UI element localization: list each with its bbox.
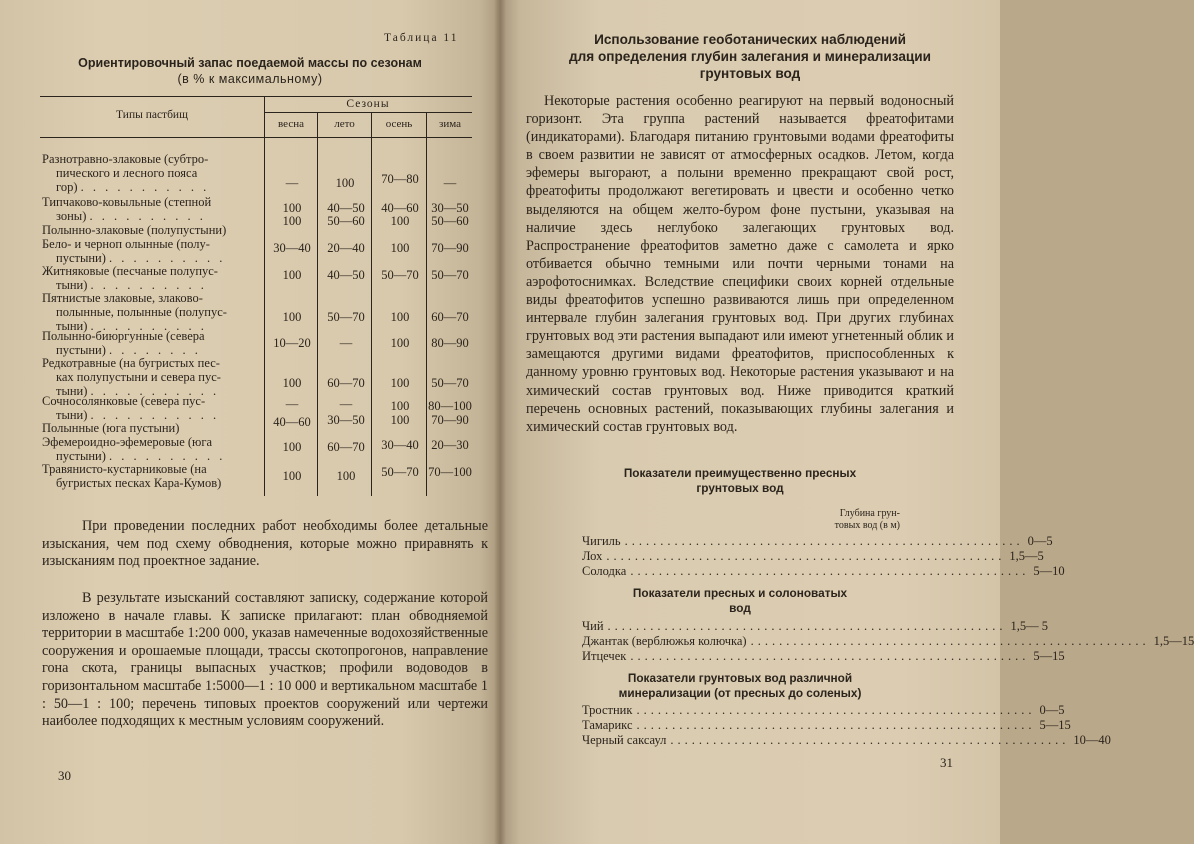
table-cell: 40—60 — [273, 415, 311, 429]
table-cell: 40—50 — [327, 268, 365, 282]
table-cell: 100 — [282, 214, 302, 228]
row-label-line: Бело- и черноп олынные (полу- — [42, 237, 210, 251]
table-cell: 70—80 — [381, 172, 419, 186]
plant-name: Чигиль — [582, 534, 621, 548]
row-label-8 — [42, 356, 264, 398]
summer-autumn-divider — [371, 113, 372, 496]
table-cell: 100 — [282, 310, 302, 324]
table-header-bottom-rule — [40, 137, 472, 138]
indicator-list-3 — [582, 703, 1111, 749]
row-label-line: зоны) . . . . . . . . . . — [56, 209, 206, 223]
table-cell: 50—70 — [381, 268, 419, 282]
table-cell: 100 — [390, 336, 410, 350]
indicator-list-2 — [582, 619, 1194, 665]
table-cell: 100 — [335, 176, 355, 190]
table-cell: 100 — [282, 376, 302, 390]
autumn-winter-divider — [426, 113, 427, 496]
table-cell: 100 — [390, 214, 410, 228]
row-label-text: тыни) — [56, 319, 88, 333]
season-header-rule — [264, 112, 472, 113]
table-cell: 100 — [282, 440, 302, 454]
types-header: Типы пастбищ — [116, 109, 188, 121]
seasons-header: Сезоны — [346, 98, 390, 110]
row-label-text: тыни) — [56, 408, 88, 422]
row-label-text: гор) — [56, 180, 78, 194]
col-header-autumn: осень — [385, 118, 413, 130]
row-label-text: пустыни) — [56, 449, 106, 463]
book-gutter — [494, 0, 506, 844]
list-item: Чигиль ........................................................ 0—5 — [582, 534, 1053, 548]
row-label-line: Травянисто-кустарниковые (на — [42, 462, 207, 476]
row-label-4 — [42, 237, 264, 265]
table-cell: 70—100 — [428, 465, 472, 479]
table-cell: — — [339, 397, 353, 411]
plant-name: Солодка — [582, 564, 627, 579]
row-label-12 — [42, 462, 264, 490]
table-cell: 30—40 — [273, 241, 311, 255]
indicator-list-1 — [582, 534, 1065, 580]
table-cell: 30—40 — [381, 438, 419, 452]
row-label-11 — [42, 435, 264, 463]
table-title: Ориентировочный запас поедаемой массы по сезонам — [78, 56, 422, 70]
plant-name: Тростник — [582, 703, 633, 717]
page-number-left: 30 — [58, 768, 71, 783]
row-label-2 — [42, 195, 264, 223]
table-cell: 100 — [336, 469, 356, 483]
row-label-line: пустыни) . . . . . . . . . . — [56, 251, 226, 265]
row-label-line: тыни) . . . . . . . . . . . — [56, 384, 220, 398]
table-cell: 100 — [390, 310, 410, 324]
col-header-summer: лето — [334, 118, 355, 130]
column-header-line: Глубина грун- — [839, 508, 900, 519]
table-cell: 50—60 — [327, 214, 365, 228]
main-paragraph: Некоторые растения особенно реагируют на первый водоносный горизонт. Эта группа растений называется фреатофитами (индикаторами). Благодаря питанию грунтовыми водами фреатофиты в своем развитии не зависят от атмосферных осадков. Летом, когда эфемеры выгорают, а полыни временно прекращают свой рост, фреатофиты продолжают вегетировать и цвести и особенно четко выделяются на общем желто-буром фоне пустыни, указывая на наличие здесь неглубоко залегающих грунтовых вод. Распространение фреатофитов заметно даже с самолета и ярко отбивается обычно темными или почти черными тонами на аэрофотоснимках. Вследствие специфики своих корней отдельные виды фреатофитов успешно развиваются лишь при определенном интервале глубин залегания грунтовых вод. При других глубинах грунтовых вод эти растения выпадают или имеют угнетенный облик и замещаются другими видами фреатофитов, приспособленных к данному уровню грунтовых вод. Некоторые растения указывают и на химический состав грунтовых вод. Ниже приводится краткий перечень основных растений, показывающих глубины залегания и химический состав грунтовых вод. — [526, 93, 954, 435]
indicator-section-3-title — [570, 671, 910, 701]
depth-value: 10—40 — [1073, 733, 1111, 748]
col-header-winter: зима — [439, 118, 461, 130]
plant-name: Тамарикс — [582, 718, 633, 733]
table-cell: 30—50 — [327, 413, 365, 427]
table-cell: 70—90 — [431, 413, 469, 427]
table-number: Таблица 11 — [384, 32, 459, 44]
section-title-line: минерализации (от пресных до соленых) — [618, 686, 862, 700]
table-cell: 100 — [282, 469, 302, 483]
row-label-line: Редкотравные (на бугристых пес- — [42, 356, 220, 370]
row-label-line: полынные, полынные (полупус- — [56, 305, 227, 319]
row-label-line: Пятнистые злаковые, злаково- — [42, 291, 203, 305]
table-cell: 20—40 — [327, 241, 365, 255]
list-item: Лох ........................................................ 1,5—5 — [582, 549, 1044, 564]
paragraph-2: В результате изысканий составляют записку, содержание которой изложено в начале главы. К записке прилагают: план обводняемой территории в масштабе 1:200 000, указав намеченные водохозяйственные сооружения и орошаемые площади, трассы скотопрогонов, направление гона скота, границы выпасных участков; профили водоводов в горизонтальном масштабе 1:5000—1 : 10 000 и вертикальном масштабе 1 : 50—1 : 100; перечень типовых проектов сооружений или чертежи наиболее подходящих к местным условиям сооружений. — [42, 590, 488, 730]
table-cell: 50—70 — [327, 310, 365, 324]
row-label-line: пустыни) . . . . . . . . — [56, 343, 201, 357]
row-label-9 — [42, 394, 264, 422]
row-label-5 — [42, 264, 264, 292]
table-cell: 50—70 — [431, 268, 469, 282]
row-label-line: бугристых песках Кара-Кумов) — [56, 476, 222, 490]
table-cell: — — [339, 336, 353, 350]
list-item: Чий ........................................................ 1,5— 5 — [582, 619, 1049, 633]
table-cell: 10—20 — [273, 336, 311, 350]
table-cell: 100 — [282, 268, 302, 282]
row-label-text: тыни) — [56, 278, 88, 292]
plant-name: Джантак (верблюжья колючка) — [582, 634, 747, 649]
plant-name: Итцечек — [582, 649, 627, 664]
heading-line: для определения глубин залегания и минерализации — [569, 49, 931, 64]
spring-summer-divider — [317, 113, 318, 496]
row-label-line: Полынно-биюргунные (севера — [42, 329, 205, 343]
table-cell: 100 — [390, 399, 410, 413]
types-column-divider — [264, 96, 265, 496]
table-cell: — — [285, 176, 299, 190]
row-label-line: тыни) . . . . . . . . . . . — [56, 408, 220, 422]
column-header-line: товых вод (в м) — [834, 520, 900, 531]
table-cell: 60—70 — [327, 376, 365, 390]
indicator-section-1-title — [570, 466, 910, 496]
heading-line: Использование геоботанических наблюдений — [594, 32, 906, 47]
section-title-line: Показатели грунтовых вод различной — [627, 671, 853, 685]
depth-value: 5—15 — [1039, 718, 1071, 733]
section-heading — [520, 31, 980, 82]
table-cell: 100 — [390, 413, 410, 427]
heading-line: грунтовых вод — [699, 66, 801, 81]
row-label-line: пического и лесного пояса — [56, 166, 198, 180]
table-cell: 40—60 — [381, 201, 419, 215]
table-cell: 80—90 — [431, 336, 469, 350]
table-cell: 60—70 — [431, 310, 469, 324]
depth-value: 0—5 — [1039, 703, 1065, 717]
table-cell: 80—100 — [428, 399, 472, 413]
list-item: Солодка ........................................................ 5—10 — [582, 564, 1065, 579]
row-label-text: зоны) — [56, 209, 87, 223]
row-label-line: гор) . . . . . . . . . . . — [56, 180, 210, 194]
table-cell: 40—50 — [327, 201, 365, 215]
row-label-line: Житняковые (песчаные полупус- — [42, 264, 218, 278]
row-label-text: пустыни) — [56, 343, 106, 357]
depth-value: 5—15 — [1033, 649, 1065, 664]
row-label-1 — [42, 152, 264, 194]
table-cell: 50—60 — [431, 214, 469, 228]
depth-column-header — [760, 508, 900, 532]
plant-name: Чий — [582, 619, 604, 633]
row-label-line: Сочносолянковые (севера пус- — [42, 394, 206, 408]
row-label-line: тыни) . . . . . . . . . . — [56, 278, 207, 292]
paragraph-1: При проведении последних работ необходимы более детальные изыскания, чем под схему обводнения, которые можно приравнять к изысканиям под проектное задание. — [42, 518, 488, 570]
table-cell: 100 — [390, 376, 410, 390]
depth-value: 1,5— 5 — [1010, 619, 1049, 633]
row-label-line: Типчаково-ковыльные (степной — [42, 195, 212, 209]
table-cell: 20—30 — [431, 438, 469, 452]
depth-value: 1,5—15 — [1153, 634, 1194, 649]
col-header-spring: весна — [278, 118, 304, 130]
list-item: Черный саксаул ........................................................ 10—40 — [582, 733, 1111, 748]
table-cell: 70—90 — [431, 241, 469, 255]
section-title-line: Показатели пресных и солоноватых — [632, 586, 848, 600]
table-cell: — — [443, 176, 457, 190]
list-item: Тростник ........................................................ 0—5 — [582, 703, 1065, 717]
row-label-line: Полынные (юга пустыни) — [42, 421, 180, 435]
table-top-rule — [40, 96, 472, 97]
row-label-line: ках полупустыни и севера пус- — [56, 370, 221, 384]
table-cell: 100 — [390, 241, 410, 255]
depth-value: 5—10 — [1033, 564, 1065, 579]
table-cell: 50—70 — [431, 376, 469, 390]
table-cell: — — [285, 397, 299, 411]
row-label-6 — [42, 291, 264, 333]
row-label-line: Эфемероидно-эфемеровые (юга — [42, 435, 213, 449]
row-label-10 — [42, 421, 264, 435]
section-title-line: Показатели преимущественно пресных — [623, 466, 857, 480]
row-label-text: тыни) — [56, 384, 88, 398]
row-label-line: пустыни) . . . . . . . . . . — [56, 449, 226, 463]
list-item: Итцечек ........................................................ 5—15 — [582, 649, 1065, 664]
table-cell: 60—70 — [327, 440, 365, 454]
row-label-line: тыни) . . . . . . . . . . — [56, 319, 207, 333]
list-item: Джантак (верблюжья колючка) ........................................................ 1,5—15 — [582, 634, 1194, 649]
section-title-line: вод — [729, 601, 751, 615]
page-number-right: 31 — [940, 755, 953, 770]
table-cell: 50—70 — [381, 465, 419, 479]
table-cell: 100 — [282, 201, 302, 215]
row-label-text: пустыни) — [56, 251, 106, 265]
list-item: Тамарикс ........................................................ 5—15 — [582, 718, 1071, 733]
table-subtitle: (в % к максимальному) — [177, 72, 323, 86]
depth-value: 0—5 — [1027, 534, 1053, 548]
plant-name: Черный саксаул — [582, 733, 667, 748]
indicator-section-2-title — [570, 586, 910, 616]
row-label-7 — [42, 329, 264, 357]
section-title-line: грунтовых вод — [696, 481, 784, 495]
row-label-3 — [42, 223, 264, 237]
plant-name: Лох — [582, 549, 603, 564]
row-label-line: Разнотравно-злаковые (субтро- — [42, 152, 209, 166]
row-label-line: Полынно-злаковые (полупустыни) — [42, 223, 227, 237]
depth-value: 1,5—5 — [1009, 549, 1044, 564]
table-cell: 30—50 — [431, 201, 469, 215]
